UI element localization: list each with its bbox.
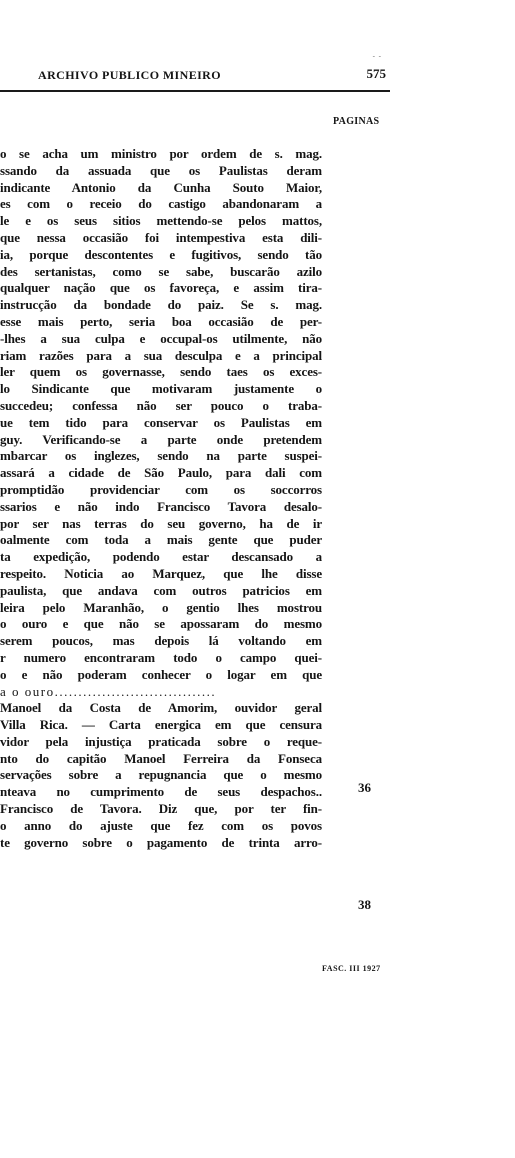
text-line: o anno do ajuste que fez com os povos	[0, 817, 322, 833]
text-line: o ouro e que não se apossaram do mesmo	[0, 616, 322, 632]
text-line: promptidão providenciar com os soccorros	[0, 481, 322, 497]
text-line: leira pelo Maranhão, o gentio lhes mostrou	[0, 599, 322, 615]
text-line: a o ouro..................................	[0, 683, 217, 699]
fascicle-signature: FASC. III 1927	[322, 964, 381, 973]
text-line: vidor pela injustiça praticada sobre o reque-	[0, 733, 322, 749]
text-line: o se acha um ministro por ordem de s. mag.	[0, 146, 322, 161]
text-line: mbarcar os inglezes, sendo na parte suspei-	[0, 448, 322, 464]
text-line: ssarios e não indo Francisco Tavora desalo-	[0, 498, 322, 514]
pages-column-label: PAGINAS	[333, 116, 380, 127]
text-line: servações sobre a repugnancia que o mesmo	[0, 767, 322, 783]
text-line: ler quem os governasse, sendo taes os exces-	[0, 364, 322, 380]
text-line: instrucção da bondade do paiz. Se s. mag.	[0, 297, 322, 313]
text-line: assará a cidade de São Paulo, para dali com	[0, 465, 322, 481]
text-line: esse mais perto, seria boa occasião de per-	[0, 313, 322, 329]
text-line: ta expedição, podendo estar descansado a	[0, 549, 322, 565]
page-reference: 36	[358, 780, 371, 795]
text-line: nteava no cumprimento de seus despachos..	[0, 784, 322, 800]
text-line: te governo sobre o pagamento de trinta arro-	[0, 834, 322, 850]
text-line: por ser nas terras do seu governo, ha de ir	[0, 515, 322, 531]
text-line: Francisco de Tavora. Diz que, por ter fin-	[0, 801, 322, 817]
running-title: ARCHIVO PUBLICO MINEIRO	[38, 68, 221, 82]
text-line: respeito. Noticia ao Marquez, que lhe disse	[0, 565, 322, 581]
text-line: Villa Rica. — Carta energica em que censura	[0, 717, 322, 733]
text-line: r numero encontraram todo o campo quei-	[0, 649, 322, 665]
index-text-column	[0, 146, 323, 851]
text-line: serem poucos, mas depois lá voltando em	[0, 633, 322, 649]
page-reference: 38	[358, 897, 371, 912]
text-line: guy. Verificando-se a parte onde pretendem	[0, 431, 322, 447]
text-line: le e os seus sitios mettendo-se pelos mattos,	[0, 213, 322, 229]
text-line: qualquer nação que os favoreça, e assim tira-	[0, 280, 322, 296]
text-line: ue tem tido para conservar os Paulistas em	[0, 414, 322, 430]
text-line: ssando da assuada que os Paulistas deram	[0, 162, 322, 178]
text-line: nto do capitão Manoel Ferreira da Fonseca	[0, 750, 322, 766]
text-line: o e não poderam conhecer o logar em que	[0, 666, 322, 682]
text-line: paulista, que andava com outros patricios em	[0, 582, 322, 598]
text-line: indicante Antonio da Cunha Souto Maior,	[0, 179, 322, 195]
text-line: ia, porque descontentes e fugitivos, sendo tão	[0, 246, 322, 262]
text-line: succedeu; confessa não ser pouco o traba-	[0, 397, 322, 413]
text-line: riam razões para a sua desculpa e a principal	[0, 347, 322, 363]
page-mark: - -	[372, 52, 382, 60]
text-line: es com o receio do castigo abandonaram a	[0, 196, 322, 212]
page-number: 575	[366, 66, 386, 81]
text-line: Manoel da Costa de Amorim, ouvidor geral	[0, 700, 322, 716]
text-line: que nessa occasião foi intempestiva esta dili-	[0, 229, 322, 245]
text-line: oalmente com toda a mais gente que puder	[0, 532, 322, 548]
text-line: -lhes a sua culpa e occupal-os utilmente, não	[0, 330, 322, 346]
text-line: lo Sindicante que motivaram justamente o	[0, 381, 322, 397]
text-line: des sertanistas, como se sabe, buscarão azilo	[0, 263, 322, 279]
page-header	[0, 52, 390, 92]
